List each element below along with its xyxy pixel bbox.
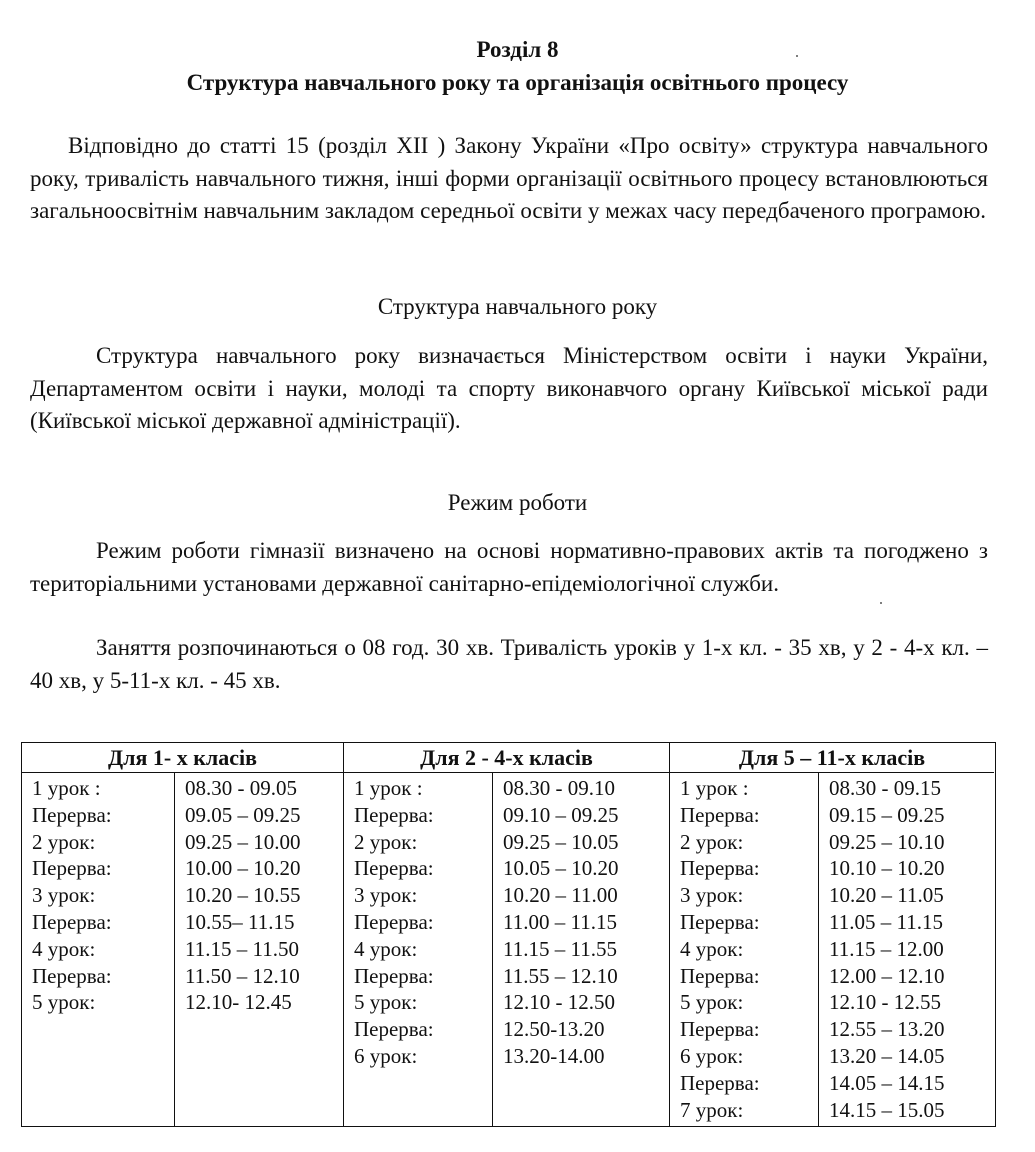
section-number: Розділ 8 [476, 37, 559, 62]
lesson-label: 2 урок: [32, 829, 96, 854]
lesson-time: 09.25 – 10.00 [185, 829, 301, 854]
lesson-label: Перерва: [680, 856, 760, 881]
lesson-time: 09.25 – 10.10 [829, 829, 945, 854]
lesson-time: 12.55 – 13.20 [829, 1017, 945, 1042]
lesson-label: 5 урок: [680, 990, 744, 1015]
lesson-column [670, 773, 819, 1126]
lesson-label: Перерва: [32, 856, 112, 881]
lesson-time: 11.50 – 12.10 [185, 963, 300, 988]
lesson-label: Перерва: [680, 802, 760, 827]
lesson-label: 2 урок: [354, 829, 418, 854]
lesson-label: 3 урок: [354, 883, 418, 908]
lesson-time: 08.30 - 09.15 [829, 776, 941, 800]
lesson-time: 10.55– 11.15 [185, 909, 295, 934]
schedule-block-title: Для 1- х класів [22, 743, 343, 773]
lesson-time: 08.30 - 09.10 [503, 776, 615, 800]
lesson-label: 6 урок: [680, 1043, 744, 1068]
lesson-column [22, 773, 175, 1126]
lesson-time: 11.15 – 11.50 [185, 936, 299, 961]
intro-paragraph: Відповідно до статті 15 (розділ XII ) Закону України «Про освіту» структура навчального року, тривалість навчального тижня, інші форми організації освітнього процесу встановлюються загальноосвітнім навчальним закладом середньої освіти у межах часу передбаченого програмою. [30, 133, 988, 223]
lesson-time: 09.10 – 09.25 [503, 802, 619, 827]
lesson-time: 10.00 – 10.20 [185, 856, 301, 881]
lesson-label: 2 урок: [680, 829, 744, 854]
structure-paragraph: Структура навчального року визначається Міністерством освіти і науки України, Департаментом освіти і науки, молоді та спорту виконавчого органу Київської міської ради (Київської міської державної адміністрації). [30, 343, 988, 433]
lesson-label: 3 урок: [680, 883, 744, 908]
lesson-label: 4 урок: [354, 936, 418, 961]
lesson-time: 12.10 - 12.50 [503, 990, 615, 1015]
lesson-label: 1 урок : [680, 776, 749, 800]
schedule-block-title: Для 5 – 11-х класів [670, 743, 994, 773]
lesson-label: Перерва: [354, 963, 434, 988]
scan-speck [880, 602, 882, 604]
lesson-label: Перерва: [354, 802, 434, 827]
lesson-label: 1 урок : [32, 776, 101, 800]
lesson-label: 7 урок: [680, 1097, 744, 1122]
lesson-time: 12.10- 12.45 [185, 990, 292, 1015]
lessons-start-paragraph: Заняття розпочинаються о 08 год. 30 хв. Тривалість уроків у 1-х кл. - 35 хв, у 2 - 4-х кл. – 40 хв, у 5-11-х кл. - 45 хв. [30, 635, 988, 693]
regime-paragraph: Режим роботи гімназії визначено на основі нормативно-правових актів та погоджено з територіальними установами державної санітарно-епідеміологічної служби. [30, 538, 988, 596]
schedule-block-grades-5-11 [669, 743, 994, 1126]
lesson-time: 09.05 – 09.25 [185, 802, 301, 827]
lesson-label: Перерва: [680, 1017, 760, 1042]
time-column [493, 773, 669, 1126]
schedule-block-grades-2-4 [343, 743, 669, 1126]
lesson-time: 11.05 – 11.15 [829, 909, 943, 934]
lesson-time: 09.15 – 09.25 [829, 802, 945, 827]
lesson-time: 10.20 – 11.05 [829, 883, 944, 908]
lesson-label: 5 урок: [354, 990, 418, 1015]
lesson-time: 10.10 – 10.20 [829, 856, 945, 881]
lesson-time: 10.05 – 10.20 [503, 856, 619, 881]
time-column [175, 773, 343, 1126]
regime-heading: Режим роботи [447, 490, 588, 515]
lesson-label: Перерва: [32, 909, 112, 934]
lesson-time: 11.00 – 11.15 [503, 909, 617, 934]
time-column [819, 773, 994, 1126]
lesson-label: Перерва: [354, 856, 434, 881]
lesson-time: 09.25 – 10.05 [503, 829, 619, 854]
lesson-time: 11.15 – 12.00 [829, 936, 944, 961]
lesson-time: 12.10 - 12.55 [829, 990, 941, 1015]
schedule-block-grade-1 [22, 743, 343, 1126]
lesson-time: 08.30 - 09.05 [185, 776, 297, 800]
lesson-label: Перерва: [680, 963, 760, 988]
lesson-label: Перерва: [354, 1017, 434, 1042]
lesson-time: 10.20 – 11.00 [503, 883, 618, 908]
lesson-label: Перерва: [680, 1070, 760, 1095]
lesson-label: Перерва: [32, 963, 112, 988]
schedule-block-title: Для 2 - 4-х класів [344, 743, 669, 773]
lesson-label: Перерва: [32, 802, 112, 827]
lesson-time: 13.20-14.00 [503, 1043, 605, 1068]
lesson-time: 13.20 – 14.05 [829, 1043, 945, 1068]
lesson-time: 12.50-13.20 [503, 1017, 605, 1042]
lesson-label: 3 урок: [32, 883, 96, 908]
lesson-label: Перерва: [680, 909, 760, 934]
lesson-time: 11.55 – 12.10 [503, 963, 618, 988]
schedule-table [21, 742, 996, 1127]
lesson-column [344, 773, 493, 1126]
lesson-label: Перерва: [354, 909, 434, 934]
lesson-label: 6 урок: [354, 1043, 418, 1068]
structure-heading: Структура навчального року [377, 294, 658, 319]
lesson-label: 5 урок: [32, 990, 96, 1015]
section-title: Структура навчального року та організація освітнього процесу [186, 70, 849, 95]
lesson-time: 12.00 – 12.10 [829, 963, 945, 988]
lesson-time: 14.05 – 14.15 [829, 1070, 945, 1095]
lesson-time: 10.20 – 10.55 [185, 883, 301, 908]
lesson-label: 1 урок : [354, 776, 423, 800]
lesson-time: 14.15 – 15.05 [829, 1097, 945, 1122]
lesson-label: 4 урок: [680, 936, 744, 961]
lesson-time: 11.15 – 11.55 [503, 936, 617, 961]
lesson-label: 4 урок: [32, 936, 96, 961]
